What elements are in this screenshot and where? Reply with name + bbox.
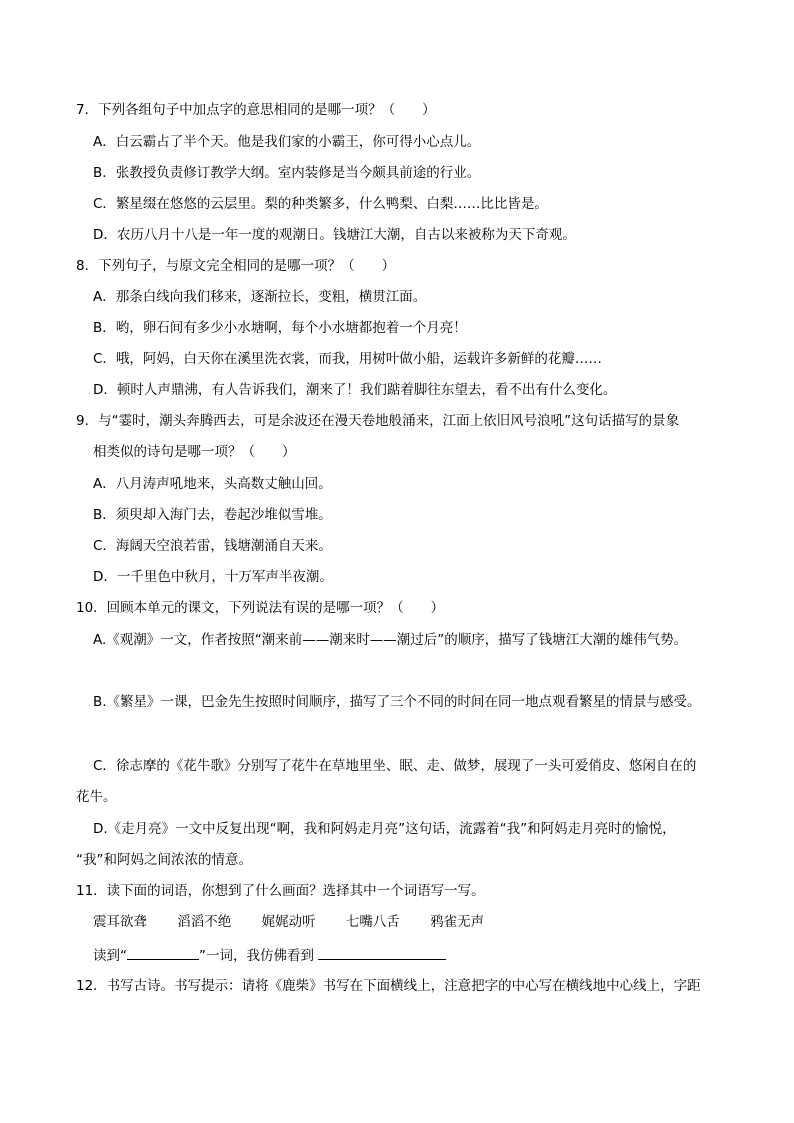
question-8-option-c[interactable]: C．哦，阿妈，白天你在溪里洗衣裳，而我，用树叶做小船，运载许多新鲜的花瓣…… [93,351,602,367]
question-9-option-c[interactable]: C．海阔天空浪若雷，钱塘潮涌自天来。 [93,538,332,554]
question-10-option-d-cont: “我”和阿妈之间浓浓的情意。 [76,852,252,868]
question-11-fill-line [93,945,446,966]
question-9-option-b[interactable]: B．须臾却入海门去，卷起沙堆似雪堆。 [93,507,332,523]
question-7-stem: 7．下列各组句子中加点字的意思相同的是哪一项？（ ） [76,102,436,118]
question-11-word-list [93,912,510,932]
question-10-option-d[interactable]: D.《走月亮》一文中反复出现“啊，我和阿妈走月亮”这句话，流露着“我”和阿妈走月亮时的愉悦， [93,821,676,837]
question-7-option-a[interactable]: A．白云霸占了半个天。他是我们家的小霸王，你可得小心点儿。 [93,134,481,150]
question-10-option-b[interactable]: B.《繁星》一课，巴金先生按照时间顺序，描写了三个不同的时间在同一地点观看繁星的情景与感受。 [93,694,701,710]
question-10-option-c-cont: 花牛。 [76,789,117,805]
word-item: 滔滔不绝 [177,914,232,930]
question-11-stem: 11．读下面的词语，你想到了什么画面？选择其中一个词语写一写。 [76,883,485,899]
question-10-option-a[interactable]: A.《观潮》一文，作者按照“潮来前——潮来时——潮过后”的顺序，描写了钱塘江大潮的雄伟气势。 [93,632,688,648]
question-9-stem-line1: 9．与“霎时，潮头奔腾西去，可是余波还在漫天卷地般涌来，江面上依旧风号浪吼”这句话描写的景象 [76,413,680,429]
fill-prefix: 读到“ [93,948,127,964]
question-8-stem: 8．下列句子，与原文完全相同的是哪一项？（ ） [76,258,396,274]
word-item: 鸦雀无声 [430,914,485,930]
question-9-stem-line2: 相类似的诗句是哪一项？（ ） [93,444,296,460]
question-7-option-c[interactable]: C．繁星缀在悠悠的云层里。梨的种类繁多，什么鸭梨、白梨……比比皆是。 [93,196,548,212]
question-8-option-b[interactable]: B．哟，卵石间有多少小水塘啊，每个小水塘都抱着一个月亮！ [93,320,467,336]
fill-middle: ”一词，我仿佛看到 [199,948,314,964]
question-7-option-b[interactable]: B．张教授负责修订教学大纲。室内装修是当今颇具前途的行业。 [93,165,481,181]
question-10-stem: 10．回顾本单元的课文，下列说法有误的是哪一项？（ ） [76,600,445,616]
question-9-option-d[interactable]: D．一千里色中秋月，十万军声半夜潮。 [93,569,333,585]
word-item: 七嘴八舌 [345,914,400,930]
question-8-option-a[interactable]: A．那条白线向我们移来，逐渐拉长，变粗，横贯江面。 [93,289,427,305]
word-item: 震耳欲聋 [93,914,147,930]
question-10-option-c[interactable]: C．徐志摩的《花牛歌》分别写了花牛在草地里坐、眠、走、做梦，展现了一头可爱俏皮、悠闲自在的 [93,758,697,774]
question-12-stem: 12．书写古诗。书写提示：请将《鹿柴》书写在下面横线上，注意把字的中心写在横线地中心线上，字距 [76,978,701,994]
word-item: 娓娓动听 [261,914,316,930]
question-8-option-d[interactable]: D．顿时人声鼎沸，有人告诉我们，潮来了！我们踮着脚往东望去，看不出有什么变化。 [93,382,617,398]
description-blank[interactable] [318,945,446,960]
word-blank[interactable] [127,945,199,960]
question-9-option-a[interactable]: A．八月涛声吼地来，头高数丈触山回。 [93,476,332,492]
question-7-option-d[interactable]: D．农历八月十八是一年一度的观潮日。钱塘江大潮，自古以来被称为天下奇观。 [93,227,576,243]
